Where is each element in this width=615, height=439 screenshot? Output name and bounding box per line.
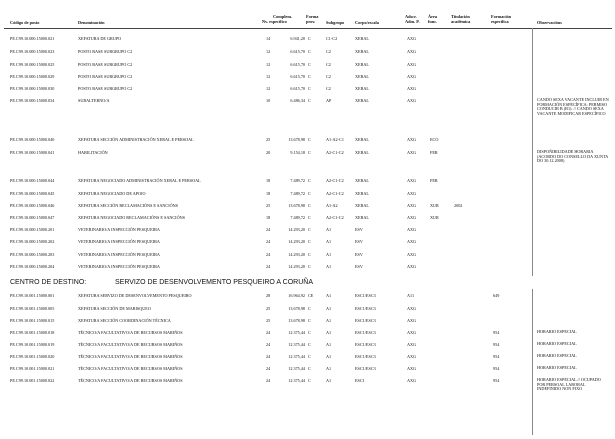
cell-formacion: 954 [493,330,500,335]
cell-codigo: PE.C99.10.000.15000.201 [10,227,55,232]
header-area [428,14,437,24]
cell-adscr: AXG [407,354,417,359]
cell-corpo: XERAL [355,178,369,183]
cell-denominacion: XEFATURA SECCIÓN COORDINACIÓN TÉCNICA [78,318,171,323]
cell-subgrupo: A1 [326,354,332,359]
table-row [0,330,615,337]
cell-adscr: AXG [407,86,417,91]
cell-subgrupo: A1 [326,330,332,335]
header-nivel [262,14,302,24]
header-adscr-1: Adscr. [405,14,417,19]
cell-codigo: PE.C99.10.000.15000.030 [10,86,55,91]
cell-nivel: 24 [266,342,271,347]
cell-nivel: 25 [266,137,271,142]
cell-adscr: AXG [407,366,417,371]
header-area-2: func. [428,19,438,24]
cell-complemento: 6.615,70 [290,49,305,54]
cell-codigo: PE.C99.10.001.15000.005 [10,306,55,311]
cell-complemento: 13.678,98 [288,137,305,142]
cell-complemento: 12.375,44 [288,342,305,347]
cell-nivel: 24 [266,378,271,383]
cell-corpo: ESC1 [355,378,365,383]
cell-adscr: AXG [407,239,417,244]
cell-subgrupo: A2-C1-C2 [326,178,344,183]
cell-nivel: 12 [266,74,271,79]
cell-codigo: PE.C99.10.000.15000.203 [10,252,55,257]
cell-complemento: 7.489,72 [290,215,305,220]
cell-denominacion: POSTO BASE SUBGRUPO C2 [78,86,133,91]
cell-corpo: ESV [355,239,363,244]
cell-nivel: 18 [266,191,271,196]
cell-subgrupo: A1 [326,378,332,383]
cell-adscr: AXG [407,137,417,142]
cell-adscr: AXG [407,215,417,220]
cell-codigo: PE.C99.10.001.15000.020 [10,354,55,359]
cell-denominacion: TÉCNICO/A FACULTATIVO/A DE RECURSOS MARIÑOS [78,366,183,371]
cell-area: FER [430,150,438,155]
cell-adscr: AXG [407,49,417,54]
cell-forma: C [308,98,311,103]
cell-corpo: XERAL [355,203,369,208]
cell-obs: HORARIO ESPECIAL [537,329,577,334]
cell-corpo: XERAL [355,191,369,196]
cell-subgrupo: C1-C2 [326,36,338,41]
header-subgrupo: Subgrupo [326,20,345,25]
cell-denominacion: XEFATURA NEGOCIADO ADMINISTRACIÓN XERAL E PERSOAL [78,178,201,183]
table-row [0,203,615,210]
cell-complemento: 14.293,20 [288,239,305,244]
cell-denominacion: VETERINARIO/A INSPECCIÓN PESQUEIRA [78,227,160,232]
cell-area: FER [430,178,438,183]
cell-obs: HORARIO ESPECIAL [537,341,577,346]
cell-forma: C [308,227,311,232]
cell-forma: C [308,137,311,142]
cell-corpo: ESV [355,252,363,257]
cell-complemento: 13.678,98 [288,306,305,311]
cell-subgrupo: A1 [326,342,332,347]
cell-titulacion: 2002 [454,203,463,208]
cell-formacion: 649 [493,293,500,298]
cell-complemento: 12.375,44 [288,330,305,335]
cell-obs: HORARIO ESPECIAL [537,365,577,370]
header-formacion [491,14,511,24]
cell-denominacion: XEFATURA SECCIÓN RECLAMACIÓNS E SANCIÓNS [78,203,178,208]
cell-adscr: AXG [407,74,417,79]
cell-complemento: 12.375,44 [288,366,305,371]
header-adscr [405,14,420,24]
cell-corpo: XERAL [355,74,369,79]
cell-adscr: AXG [407,178,417,183]
cell-subgrupo: A1 [326,264,332,269]
cell-forma: C [308,366,311,371]
cell-obs: DISPOÑIBILIDADE HORARIA (ACORDO DO CONSELLO DA XUNTA DO 30.12.2008) [537,149,609,164]
cell-forma: C [308,342,311,347]
table-row [0,86,615,93]
table-row [0,318,615,325]
cell-codigo: PE.C99.10.001.15000.022 [10,378,55,383]
header-forma-2: prov. [306,19,316,24]
cell-subgrupo: A2-C1-C2 [326,191,344,196]
cell-nivel: 18 [266,178,271,183]
cell-corpo: ESV [355,227,363,232]
cell-forma: C [308,191,311,196]
cell-adscr: AXG [407,342,417,347]
cell-codigo: PE.C99.10.001.15000.019 [10,342,55,347]
cell-area: ECO [430,137,439,142]
cell-codigo: PE.C99.10.000.15000.204 [10,264,55,269]
cell-subgrupo: A2-C1-C2 [326,215,344,220]
cell-subgrupo: A2-C1-C2 [326,150,344,155]
cell-denominacion: XEFATURA SERVIZO DE DESENVOLVEMENTO PESQUEIRO [78,293,192,298]
cell-nivel: 25 [266,203,271,208]
cell-codigo: PE.C99.10.000.15000.034 [10,98,55,103]
cell-complemento: 12.375,44 [288,378,305,383]
cell-area: XUR [430,203,439,208]
table-row [0,178,615,185]
header-forma-1: Forma [306,14,319,19]
table-row [0,293,615,300]
cell-obs: HORARIO ESPECIAL // OCUPADO POR PERSOAL LABORAL INDEFINIDO NON FIXO [537,377,601,392]
table-row [0,49,615,56]
cell-area: XUR [430,215,439,220]
header-nivel-2: Nv. específico [262,19,287,24]
cell-complemento: 9.154,18 [290,150,305,155]
cell-subgrupo: A1 [326,239,332,244]
cell-formacion: 954 [493,342,500,347]
cell-forma: C [308,239,311,244]
cell-adscr: AXG [407,227,417,232]
cell-denominacion: POSTO BASE SUBGRUPO C2 [78,62,133,67]
table-row [0,74,615,81]
cell-nivel: 24 [266,227,271,232]
cell-complemento: 13.678,98 [288,318,305,323]
cell-forma: C [308,86,311,91]
cell-complemento: 6.615,70 [290,74,305,79]
cell-forma: C [308,378,311,383]
table-row [0,366,615,373]
cell-adscr: AXG [407,36,417,41]
cell-complemento: 13.678,98 [288,203,305,208]
cell-nivel: 12 [266,86,271,91]
cell-adscr: AXG [407,98,417,103]
centro-destino-value: SERVIZO DE DESENVOLVEMENTO PESQUEIRO A CORUÑA [115,279,313,286]
cell-subgrupo: A1 [326,318,332,323]
cell-codigo: PE.C99.10.000.15000.045 [10,191,55,196]
cell-subgrupo: A1 [326,366,332,371]
cell-subgrupo: AP [326,98,332,103]
cell-denominacion: VETERINARIO/A INSPECCIÓN PESQUEIRA [78,239,160,244]
cell-forma: C [308,36,311,41]
cell-corpo: XERAL [355,86,369,91]
cell-forma: C [308,354,311,359]
cell-codigo: PE.C99.10.000.15000.023 [10,49,55,54]
cell-denominacion: XEFATURA SECCIÓN ADMINISTRACIÓN XERAL E PERSOAL [78,137,194,142]
table-row [0,149,615,164]
cell-subgrupo: A1 [326,227,332,232]
cell-adscr: AXG [407,306,417,311]
table-row [0,227,615,234]
header-titulacion-1: Titulación [451,14,470,19]
cell-nivel: 24 [266,239,271,244]
cell-codigo: PE.C99.10.000.15000.046 [10,203,55,208]
cell-denominacion: TÉCNICO/A FACULTATIVO/A DE RECURSOS MARIÑOS [78,330,183,335]
cell-corpo: XERAL [355,137,369,142]
header-rule [4,28,612,29]
header-area-1: Área [428,14,437,19]
cell-codigo: PE.C99.10.000.15000.044 [10,178,55,183]
cell-forma: CE [308,293,314,298]
cell-forma: C [308,49,311,54]
cell-denominacion: VETERINARIO/A INSPECCIÓN PESQUEIRA [78,264,160,269]
cell-codigo: PE.C99.10.001.15000.001 [10,293,55,298]
cell-codigo: PE.C99.10.000.15000.040 [10,137,55,142]
cell-codigo: PE.C99.10.000.15000.041 [10,150,55,155]
cell-formacion: 954 [493,354,500,359]
cell-nivel: 14 [266,36,271,41]
centro-destino-label: CENTRO DE DESTINO: [10,279,87,286]
cell-denominacion: TÉCNICO/A FACULTATIVO/A DE RECURSOS MARIÑOS [78,354,183,359]
cell-nivel: 24 [266,366,271,371]
cell-adscr: AXG [407,378,417,383]
cell-denominacion: XEFATURA SECCIÓN DE MARISQUEO [78,306,151,311]
cell-nivel: 28 [266,293,271,298]
header-titulacion-2: académica [451,19,471,24]
cell-corpo: XERAL [355,98,369,103]
cell-complemento: 14.293,20 [288,227,305,232]
cell-codigo: PE.C99.10.000.15000.025 [10,62,55,67]
cell-nivel: 20 [266,150,271,155]
cell-codigo: PE.C99.10.001.15000.018 [10,330,55,335]
cell-nivel: 24 [266,264,271,269]
cell-corpo: XERAL [355,150,369,155]
header-observacions: Observacións [537,20,562,25]
table-row [0,354,615,361]
cell-nivel: 12 [266,62,271,67]
cell-codigo: PE.C99.10.000.15000.202 [10,239,55,244]
cell-codigo: PE.C99.10.001.15000.021 [10,366,55,371]
cell-formacion: 954 [493,378,500,383]
cell-denominacion: VETERINARIO/A INSPECCIÓN PESQUEIRA [78,252,160,257]
cell-denominacion: TÉCNICO/A FACULTATIVO/A DE RECURSOS MARIÑOS [78,378,183,383]
cell-corpo: ESC1/ESC3 [355,342,376,347]
table-row [0,239,615,246]
cell-adscr: AXG [407,330,417,335]
cell-subgrupo: A1-A2 [326,203,338,208]
cell-adscr: AXG [407,252,417,257]
cell-complemento: 16.964,92 [288,293,305,298]
cell-complemento: 7.489,72 [290,178,305,183]
cell-forma: C [308,74,311,79]
header-titulacion [451,14,470,24]
cell-forma: C [308,306,311,311]
cell-corpo: ESV [355,264,363,269]
cell-corpo: ESC1/ESC3 [355,366,376,371]
header-adscr-2: Adm. P. [405,19,420,24]
cell-forma: C [308,215,311,220]
cell-denominacion: XEFATURA NEGOCIADO RECLAMACIÓNS E SANCIÓNS [78,215,185,220]
cell-forma: C [308,252,311,257]
cell-denominacion: XEFATURA NEGOCIADO DE APOIO [78,191,146,196]
table-row [0,97,615,116]
cell-corpo: XERAL [355,49,369,54]
cell-forma: C [308,178,311,183]
cell-denominacion: POSTO BASE SUBGRUPO C2 [78,74,133,79]
cell-adscr: AXG [407,150,417,155]
table-row [0,62,615,69]
header-codigo: Código de posto [10,20,40,25]
cell-nivel: 10 [266,98,271,103]
cell-corpo: ESC1/ESC3 [355,318,376,323]
cell-complemento: 14.293,20 [288,252,305,257]
table-row [0,264,615,271]
cell-nivel: 25 [266,318,271,323]
cell-subgrupo: A1-A2-C1 [326,137,344,142]
table-row [0,191,615,198]
table-row [0,36,615,43]
cell-codigo: PE.C99.10.001.15000.015 [10,318,55,323]
cell-subgrupo: A1 [326,293,332,298]
cell-codigo: PE.C99.10.000.15000.047 [10,215,55,220]
cell-nivel: 24 [266,330,271,335]
header-formacion-2: específica [491,19,509,24]
cell-subgrupo: A1 [326,306,332,311]
header-corpo: Corpo/escala [355,20,379,25]
cell-adscr: AXG [407,203,417,208]
header-nivel-1: Complem. [273,14,292,19]
table-row [0,306,615,313]
cell-subgrupo: C2 [326,62,331,67]
cell-complemento: 14.293,20 [288,264,305,269]
cell-obs: HORARIO ESPECIAL [537,353,577,358]
cell-adscr: AXG [407,264,417,269]
cell-formacion: 954 [493,366,500,371]
cell-complemento: 7.489,72 [290,191,305,196]
cell-nivel: 12 [266,49,271,54]
cell-forma: C [308,318,311,323]
cell-subgrupo: C2 [326,74,331,79]
cell-adscr: AXG [407,191,417,196]
header-denominacion: Denominación [78,20,105,25]
table-row [0,252,615,259]
cell-forma: C [308,264,311,269]
cell-complemento: 6.615,70 [290,62,305,67]
cell-obs: CANDO SEXA VACANTE INCLUIR EN FORMACIÓN ESPECÍFICA: PERMISO CONDUCIR B (B1). // CANDO SEXA VACANTE MODIFICAR ESPECÍFICO [537,97,609,116]
cell-nivel: 24 [266,252,271,257]
cell-subgrupo: C2 [326,86,331,91]
cell-adscr: A11 [407,293,415,298]
header-formacion-1: Formación [491,14,512,19]
cell-codigo: PE.C99.10.000.15000.029 [10,74,55,79]
cell-denominacion: SUBALTERNO/A [78,98,110,103]
cell-denominacion: XEFATURA DE GRUPO [78,36,122,41]
table-row [0,377,615,392]
cell-corpo: ESC1/ESC3 [355,330,376,335]
cell-corpo: XERAL [355,36,369,41]
cell-adscr: AXG [407,318,417,323]
cell-forma: C [308,203,311,208]
cell-denominacion: TÉCNICO/A FACULTATIVO/A DE RECURSOS MARIÑOS [78,342,183,347]
cell-corpo: XERAL [355,215,369,220]
cell-corpo: XERAL [355,62,369,67]
cell-subgrupo: A1 [326,252,332,257]
cell-complemento: 6.486,34 [290,98,305,103]
table-row [0,215,615,222]
header-forma [306,14,318,24]
cell-complemento: 6.941,20 [290,36,305,41]
cell-denominacion: HABILITACIÓN [78,150,108,155]
cell-corpo: ESC1/ESC3 [355,293,376,298]
cell-corpo: ESC1/ESC3 [355,354,376,359]
cell-forma: C [308,330,311,335]
cell-nivel: 25 [266,306,271,311]
table-row [0,137,615,144]
cell-corpo: ESC1/ESC3 [355,306,376,311]
cell-forma: C [308,150,311,155]
cell-adscr: AXG [407,62,417,67]
cell-nivel: 24 [266,354,271,359]
table-row [0,342,615,349]
cell-complemento: 6.615,70 [290,86,305,91]
cell-codigo: PE.C99.10.000.15000.021 [10,36,55,41]
cell-complemento: 12.375,44 [288,354,305,359]
cell-subgrupo: C2 [326,49,331,54]
cell-forma: C [308,62,311,67]
cell-denominacion: POSTO BASE SUBGRUPO C2 [78,49,133,54]
centro-destino [10,279,313,287]
cell-nivel: 18 [266,215,271,220]
